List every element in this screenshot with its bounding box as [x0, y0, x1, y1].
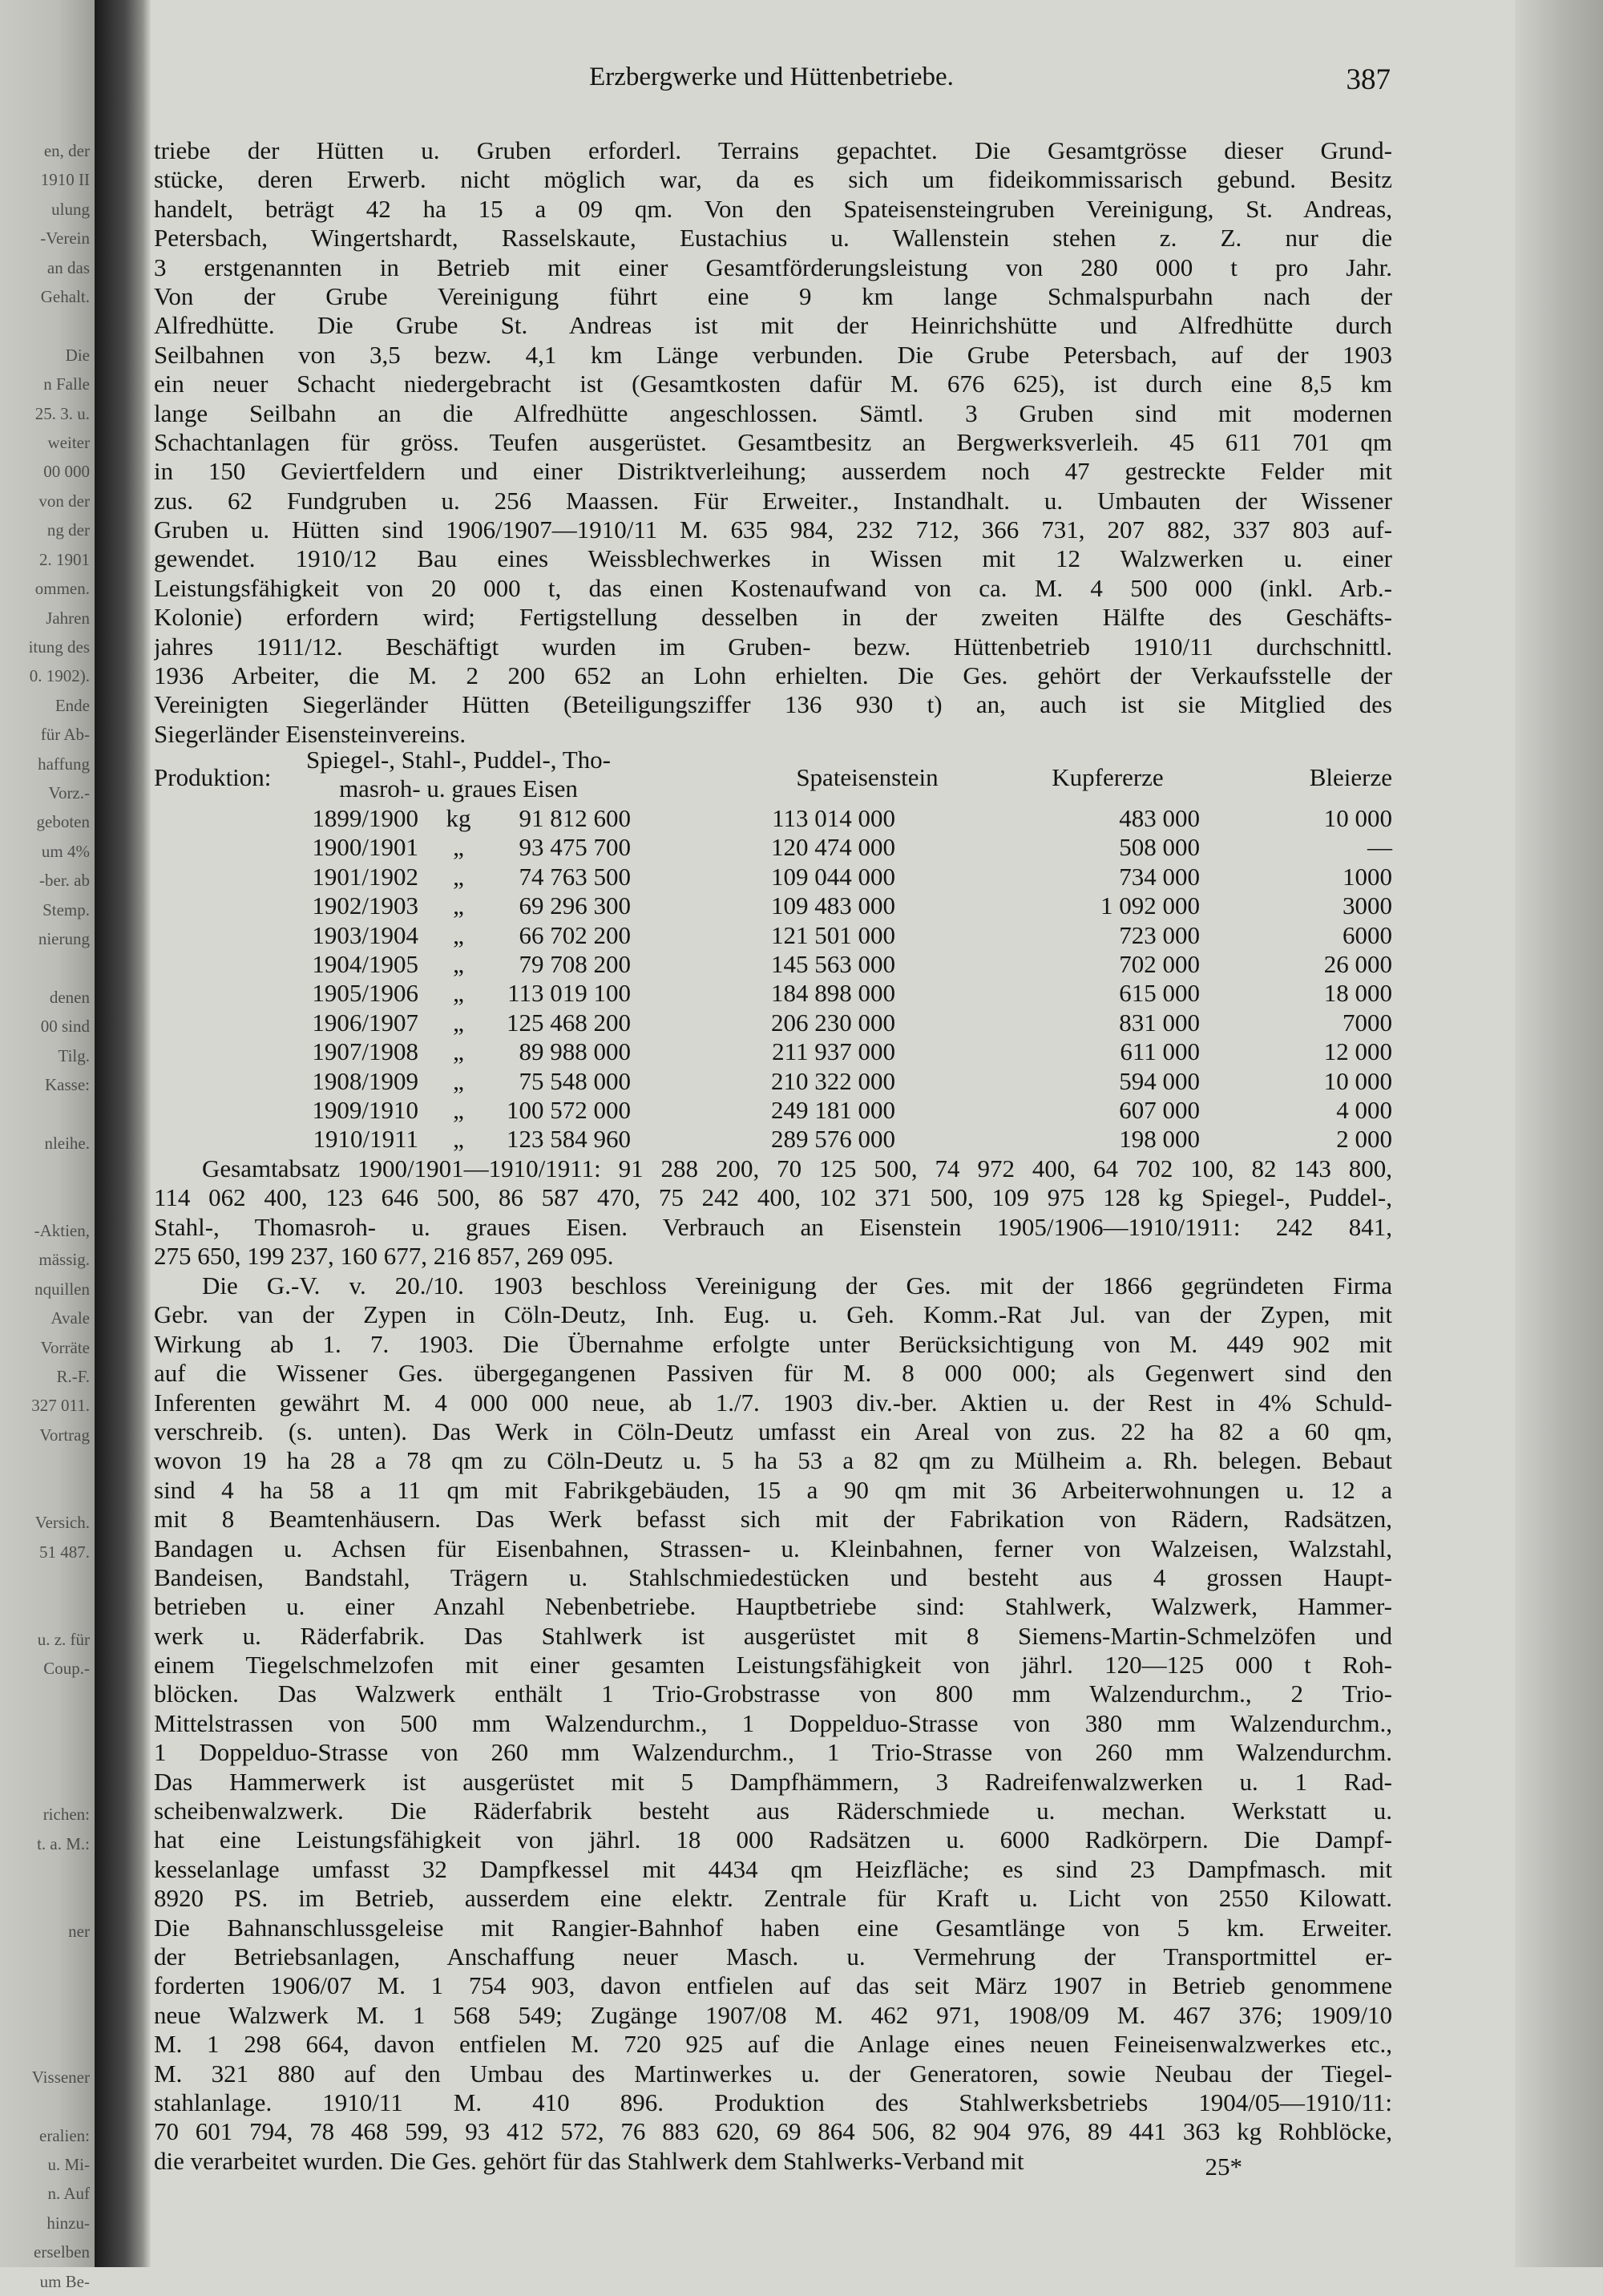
cell-kupfererze: 611 000 [1120, 1037, 1200, 1066]
cell-iron: 125 468 200 [507, 1008, 631, 1037]
text-line: Kolonie) erfordern wird; Fertigstellung desselben in der zweiten Hälfte des Geschäfts- [154, 603, 1392, 632]
margin-fragment: Vorz.- [48, 782, 90, 802]
text-line: sind 4 ha 58 a 11 qm mit Fabrikgebäuden, 15 a 90 qm mit 36 Arbeiterwohnungen u. 12 a [154, 1475, 1392, 1504]
margin-fragment [0, 1684, 90, 1712]
margin-fragment: 0. 1902). [29, 666, 90, 686]
margin-fragment [0, 1479, 90, 1508]
text-line: 275 650, 199 237, 160 677, 216 857, 269 095. [154, 1242, 614, 1271]
table-row [154, 979, 1392, 1008]
margin-fragment [0, 1595, 90, 1624]
margin-fragment: n Falle [43, 374, 90, 394]
text-line: scheibenwalzwerk. Die Räderfabrik besteht aus Räderschmiede u. mechan. Werkstatt u. [154, 1797, 1392, 1825]
column-header-kupfererze: Kupfererze [1052, 763, 1164, 791]
margin-fragment: mässig. [38, 1250, 90, 1270]
production-table-header [154, 746, 1392, 810]
margin-fragment [0, 2033, 90, 2062]
margin-fragment [0, 1771, 90, 1800]
cell-iron: 74 763 500 [519, 862, 631, 891]
margin-fragment: Tilg. [58, 1045, 90, 1065]
margin-fragment: Kasse: [45, 1075, 90, 1094]
margin-fragment: 327 011. [31, 1396, 90, 1416]
margin-fragment: an das [46, 257, 90, 277]
margin-fragment: en, der [43, 141, 90, 160]
margin-fragment: Die [65, 345, 90, 365]
margin-fragment: denen [49, 987, 90, 1007]
cell-spateisenstein: 184 898 000 [771, 979, 895, 1008]
cell-iron: 66 702 200 [519, 920, 631, 949]
margin-fragment: Stemp. [42, 899, 90, 920]
text-line: 70 601 794, 78 468 599, 93 412 572, 76 883 620, 69 864 506, 82 904 976, 89 441 363 kg Rohblöcke, [154, 2117, 1392, 2146]
margin-fragment [0, 311, 90, 340]
text-line: der Betriebsanlagen, Anschaffung neuer Masch. u. Vermehrung der Transportmittel er- [154, 1942, 1392, 1971]
table-row [154, 891, 1392, 920]
text-line: stahlanlage. 1910/11 M. 410 896. Produktion des Stahlwerksbetriebs 1904/05—1910/11: [154, 2088, 1392, 2116]
text-line: Gruben u. Hütten sind 1906/1907—1910/11 M. 635 984, 232 712, 366 731, 207 882, 337 803 auf- [154, 515, 1392, 544]
margin-fragment: -ber. ab [39, 871, 90, 891]
cell-kupfererze: 508 000 [1119, 833, 1200, 862]
margin-fragment: R.-F. [56, 1367, 90, 1387]
table-row [154, 921, 1392, 950]
cell-bleierze: 10 000 [1323, 1066, 1392, 1095]
text-line: Gesamtabsatz 1900/1901—1910/1911: 91 288 200, 70 125 500, 74 972 400, 64 702 100, 82 143 800, [202, 1154, 1392, 1182]
cell-bleierze: 18 000 [1323, 979, 1392, 1008]
margin-fragment: Vortrag [39, 1425, 90, 1445]
cell-unit: kg [446, 804, 471, 832]
margin-fragment [0, 2092, 90, 2120]
margin-fragment: Vorräte [40, 1337, 90, 1357]
margin-fragment: ulung [51, 199, 90, 219]
text-line: Inferenten gewährt M. 4 000 000 neue, ab 1./7. 1903 div.-ber. Aktien u. der Rest in 4% Schuld- [154, 1388, 1392, 1417]
table-row [154, 833, 1392, 862]
production-label: Produktion: [154, 763, 272, 791]
text-line: 8920 PS. im Betrieb, ausserdem eine elektr. Zentrale für Kraft u. Licht von 2550 Kilowatt. [154, 1884, 1392, 1913]
text-line: M. 1 298 664, davon entfielen M. 720 925 auf die Anlage eines neuen Feineisenwalzwerkes etc., [154, 2030, 1392, 2059]
margin-fragment: ner [68, 1921, 90, 1941]
margin-fragment: eralien: [39, 2125, 90, 2145]
cell-unit: „ [453, 949, 464, 978]
text-line: forderten 1906/07 M. 1 754 903, davon entfielen auf das seit März 1907 in Betrieb genommene [154, 1971, 1392, 2000]
margin-fragment: Ende [55, 695, 90, 715]
margin-fragment: von der [38, 491, 90, 511]
margin-fragment: t. a. M.: [37, 1833, 90, 1853]
running-head [152, 63, 1391, 111]
margin-fragment: 00 000 [43, 462, 90, 482]
column-header-iron-line2: masroh- u. graues Eisen [339, 774, 578, 802]
cell-bleierze: 2 000 [1336, 1125, 1392, 1154]
margin-fragment [0, 1858, 90, 1887]
cell-kupfererze: 734 000 [1119, 862, 1200, 891]
cell-kupfererze: 1 092 000 [1100, 891, 1200, 920]
cell-unit: „ [453, 1008, 464, 1037]
table-row [154, 863, 1392, 891]
margin-fragment: nquillen [34, 1279, 90, 1299]
cell-unit: „ [453, 1095, 464, 1124]
text-line: lange Seilbahn an die Alfredhütte angeschlossen. Sämtl. 3 Gruben sind mit modernen [154, 398, 1392, 427]
margin-fragment [0, 1887, 90, 1916]
cell-unit: „ [453, 1125, 464, 1154]
margin-fragment: hinzu- [46, 2213, 90, 2233]
table-row [154, 1125, 1392, 1154]
cell-kupfererze: 607 000 [1119, 1095, 1200, 1124]
margin-fragment [0, 1449, 90, 1478]
cell-bleierze: 10 000 [1323, 804, 1392, 832]
text-line: M. 321 880 auf den Umbau des Martinwerkes u. der Generatoren, sowie Neubau der Tiegel- [154, 2059, 1392, 2088]
paragraph-sales-totals [154, 1154, 1392, 1271]
adjacent-page-margin-text [0, 136, 90, 2296]
text-line: Das Hammerwerk ist ausgerüstet mit 5 Dampfhämmern, 3 Radreifenwalzwerken u. 1 Rad- [154, 1767, 1392, 1796]
cell-iron: 100 572 000 [507, 1095, 631, 1124]
cell-year: 1901/1902 [312, 862, 418, 891]
margin-fragment: 25. 3. u. [34, 403, 90, 423]
margin-fragment: -Aktien, [34, 1221, 90, 1241]
margin-fragment: nleihe. [44, 1133, 90, 1153]
text-line: betrieben u. einer Anzahl Nebenbetriebe. Hauptbetriebe sind: Stahlwerk, Walzwerk, Hammer- [154, 1592, 1392, 1621]
cell-kupfererze: 594 000 [1119, 1066, 1200, 1095]
text-line: 1 Doppelduo-Strasse von 260 mm Walzendurchm., 1 Trio-Strasse von 260 mm Walzendurchm. [154, 1738, 1392, 1767]
cell-unit: „ [453, 1037, 464, 1066]
right-page-edge [1515, 0, 1603, 2267]
margin-fragment: haffung [38, 754, 90, 774]
margin-fragment: geboten [36, 812, 90, 832]
margin-fragment: itung des [28, 637, 90, 657]
text-line: Gebr. van der Zypen in Cöln-Deutz, Inh. Eug. u. Geh. Komm.-Rat Jul. van der Zypen, mit [154, 1300, 1392, 1329]
column-header-spateisenstein: Spateisenstein [796, 763, 939, 791]
cell-spateisenstein: 109 483 000 [771, 891, 895, 920]
text-line: Von der Grube Vereinigung führt eine 9 km lange Schmalspurbahn nach der [154, 281, 1392, 310]
cell-spateisenstein: 113 014 000 [772, 804, 895, 832]
cell-year: 1908/1909 [312, 1066, 418, 1095]
cell-spateisenstein: 211 937 000 [772, 1037, 895, 1066]
margin-fragment [0, 1741, 90, 1770]
production-table [154, 804, 1392, 1154]
margin-fragment: ng der [46, 520, 90, 540]
cell-kupfererze: 702 000 [1119, 949, 1200, 978]
margin-fragment: Versich. [34, 1513, 90, 1533]
cell-year: 1899/1900 [312, 804, 418, 832]
text-line: hat eine Leistungsfähigkeit von jährl. 18 000 Radsätzen u. 6000 Radkörpern. Die Dampf- [154, 1825, 1392, 1854]
margin-fragment: u. Mi- [47, 2155, 90, 2175]
table-row [154, 804, 1392, 833]
margin-fragment: Jahren [46, 608, 90, 628]
margin-fragment: erselben [34, 2242, 90, 2262]
margin-fragment: -Verein [40, 228, 90, 249]
cell-spateisenstein: 120 474 000 [771, 833, 895, 862]
cell-year: 1909/1910 [312, 1095, 418, 1124]
margin-fragment: um Be- [39, 2271, 90, 2291]
cell-year: 1900/1901 [312, 833, 418, 862]
margin-fragment [0, 1566, 90, 1595]
cell-unit: „ [453, 862, 464, 891]
text-line: Die G.-V. v. 20./10. 1903 beschloss Vereinigung der Ges. mit der 1866 gegründeten Firma [202, 1271, 1392, 1300]
text-line: einem Tiegelschmelzofen mit einer gesamten Leistungsfähigkeit von jährl. 120—125 000 t Roh- [154, 1651, 1392, 1680]
text-line: Wirkung ab 1. 7. 1903. Die Übernahme erfolgte unter Berücksichtigung von M. 449 902 mit [154, 1329, 1392, 1358]
table-row [154, 1037, 1392, 1066]
margin-fragment [0, 1712, 90, 1741]
margin-fragment: für Ab- [40, 725, 90, 745]
margin-fragment: ommen. [34, 579, 90, 599]
adjacent-page-strip [0, 0, 96, 2291]
cell-year: 1902/1903 [312, 891, 418, 920]
table-row [154, 1067, 1392, 1096]
cell-iron: 91 812 600 [519, 804, 631, 832]
cell-unit: „ [453, 1066, 464, 1095]
text-line: 1936 Arbeiter, die M. 2 200 652 an Lohn erhielten. Die Ges. gehört der Verkaufsstelle der [154, 661, 1392, 690]
cell-kupfererze: 615 000 [1119, 979, 1200, 1008]
margin-fragment: 00 sind [40, 1017, 90, 1037]
cell-spateisenstein: 109 044 000 [771, 862, 895, 891]
cell-unit: „ [453, 979, 464, 1008]
cell-year: 1910/1911 [313, 1125, 418, 1154]
text-line: die verarbeitet wurden. Die Ges. gehört für das Stahlwerk dem Stahlwerks-Verband mit [154, 2146, 1024, 2175]
margin-fragment [0, 1946, 90, 1975]
margin-fragment: 51 487. [39, 1542, 90, 1562]
cell-spateisenstein: 145 563 000 [771, 949, 895, 978]
cell-unit: „ [453, 920, 464, 949]
cell-kupfererze: 831 000 [1119, 1008, 1200, 1037]
text-line: stücke, deren Erwerb. nicht möglich war, da es sich um fideikommissarisch gebund. Besitz [154, 165, 1392, 194]
margin-fragment: Coup.- [43, 1659, 90, 1679]
cell-bleierze: 3000 [1343, 891, 1392, 920]
margin-fragment: n. Auf [47, 2184, 90, 2204]
cell-iron: 93 475 700 [519, 833, 631, 862]
text-line: Siegerländer Eisensteinvereins. [154, 719, 466, 748]
margin-fragment: weiter [47, 433, 90, 453]
cell-spateisenstein: 121 501 000 [771, 920, 895, 949]
column-header-iron [258, 746, 659, 803]
text-line: ein neuer Schacht niedergebracht ist (Gesamtkosten dafür M. 676 625), ist durch eine 8,5 km [154, 370, 1392, 398]
cell-spateisenstein: 206 230 000 [771, 1008, 895, 1037]
text-line: 114 062 400, 123 646 500, 86 587 470, 75 242 400, 102 371 500, 109 975 128 kg Spiegel-, Puddel-, [154, 1183, 1392, 1212]
text-line: Stahl-, Thomasroh- u. graues Eisen. Verbrauch an Eisenstein 1905/1906—1910/1911: 242 841, [154, 1212, 1392, 1241]
cell-spateisenstein: 210 322 000 [771, 1066, 895, 1095]
text-line: Alfredhütte. Die Grube St. Andreas ist mit der Heinrichshütte und Alfredhütte durch [154, 311, 1392, 340]
cell-bleierze: 7000 [1343, 1008, 1392, 1037]
cell-iron: 113 019 100 [507, 979, 631, 1008]
cell-kupfererze: 483 000 [1119, 804, 1200, 832]
cell-spateisenstein: 249 181 000 [771, 1095, 895, 1124]
cell-unit: „ [453, 833, 464, 862]
cell-bleierze: 1000 [1343, 862, 1392, 891]
cell-spateisenstein: 289 576 000 [771, 1125, 895, 1154]
text-line: auf die Wissener Ges. übergegangenen Passiven für M. 8 000 000; als Gegenwert sind den [154, 1359, 1392, 1388]
text-line: Bandeisen, Bandstahl, Trägern u. Stahlschmiedestücken und besteht aus 4 grossen Haupt- [154, 1562, 1392, 1591]
running-head-title: Erzbergwerke und Hüttenbetriebe. [589, 63, 954, 91]
cell-iron: 123 584 960 [507, 1125, 631, 1154]
margin-fragment [0, 1975, 90, 2004]
cell-bleierze: 4 000 [1336, 1095, 1392, 1124]
paragraph-company-properties [154, 136, 1392, 749]
margin-fragment [0, 953, 90, 982]
margin-fragment [0, 1099, 90, 1128]
text-line: Mittelstrassen von 500 mm Walzendurchm., 1 Doppelduo-Strasse von 380 mm Walzendurchm., [154, 1708, 1392, 1737]
text-line: 3 erstgenannten in Betrieb mit einer Gesamtförderungsleistung von 280 000 t pro Jahr. [154, 253, 1392, 281]
text-line: triebe der Hütten u. Gruben erforderl. Terrains gepachtet. Die Gesamtgrösse dieser Grund- [154, 136, 1392, 164]
cell-year: 1903/1904 [312, 920, 418, 949]
margin-fragment [0, 1158, 90, 1186]
table-row [154, 1096, 1392, 1125]
margin-fragment [0, 2004, 90, 2033]
cell-bleierze: — [1367, 833, 1392, 862]
text-line: neue Walzwerk M. 1 568 549; Zugänge 1907/08 M. 462 971, 1908/09 M. 467 376; 1909/10 [154, 2000, 1392, 2029]
text-line: Petersbach, Wingertshardt, Rasselskaute, Eustachius u. Wallenstein stehen z. Z. nur die [154, 224, 1392, 253]
column-header-bleierze: Bleierze [1309, 763, 1392, 791]
margin-fragment: um 4% [41, 841, 90, 861]
cell-kupfererze: 723 000 [1119, 920, 1200, 949]
text-line: Seilbahnen von 3,5 bezw. 4,1 km Länge verbunden. Die Grube Petersbach, auf der 1903 [154, 340, 1392, 369]
margin-fragment: nierung [38, 928, 90, 948]
table-row [154, 1009, 1392, 1037]
cell-bleierze: 12 000 [1323, 1037, 1392, 1066]
book-fold-shadow [95, 0, 151, 2267]
page-number: 387 [1346, 63, 1391, 96]
cell-bleierze: 26 000 [1323, 949, 1392, 978]
cell-iron: 69 296 300 [519, 891, 631, 920]
margin-fragment: u. z. für [37, 1629, 90, 1649]
text-line: gewendet. 1910/12 Bau eines Weissblechwerkes in Wissen mit 12 Walzwerken u. einer [154, 544, 1392, 573]
text-line: Bandagen u. Achsen für Eisenbahnen, Strassen- u. Kleinbahnen, ferner von Walzeisen, Walzstahl, [154, 1534, 1392, 1562]
text-line: Leistungsfähigkeit von 20 000 t, das einen Kostenaufwand von ca. M. 4 500 000 (inkl. Arb.- [154, 573, 1392, 602]
margin-fragment [0, 1187, 90, 1216]
cell-unit: „ [453, 891, 464, 920]
paragraph-merger-van-der-zypen [154, 1271, 1392, 2176]
text-line: Schachtanlagen für gröss. Teufen ausgerüstet. Gesamtbesitz an Bergwerksverleih. 45 611 701 qm [154, 427, 1392, 456]
text-line: zus. 62 Fundgruben u. 256 Maassen. Für Erweiter., Instandhalt. u. Umbauten der Wissener [154, 486, 1392, 515]
signature-mark: 25* [1205, 2152, 1242, 2181]
margin-fragment: 1910 II [40, 170, 90, 190]
cell-iron: 79 708 200 [519, 949, 631, 978]
cell-kupfererze: 198 000 [1119, 1125, 1200, 1154]
cell-year: 1904/1905 [312, 949, 418, 978]
text-line: kesselanlage umfasst 32 Dampfkessel mit 4434 qm Heizfläche; es sind 23 Dampfmasch. mit [154, 1854, 1392, 1883]
text-line: wovon 19 ha 28 a 78 qm zu Cöln-Deutz u. 5 ha 53 a 82 qm zu Mülheim a. Rh. belegen. Bebaut [154, 1446, 1392, 1475]
text-line: Die Bahnanschlussgeleise mit Rangier-Bahnhof haben eine Gesamtlänge von 5 km. Erweiter. [154, 1913, 1392, 1942]
cell-year: 1905/1906 [312, 979, 418, 1008]
margin-fragment: 2. 1901 [39, 549, 90, 569]
margin-fragment: richen: [42, 1805, 90, 1825]
margin-fragment: Avale [50, 1308, 90, 1328]
text-line: werk u. Räderfabrik. Das Stahlwerk ist ausgerüstet mit 8 Siemens-Martin-Schmelzöfen und [154, 1621, 1392, 1650]
cell-bleierze: 6000 [1343, 920, 1392, 949]
cell-year: 1906/1907 [312, 1008, 418, 1037]
text-line: jahres 1911/12. Beschäftigt wurden im Gruben- bezw. Hüttenbetrieb 1910/11 durchschnittl. [154, 632, 1392, 661]
text-line: Vereinigten Siegerländer Hütten (Beteiligungsziffer 136 930 t) an, auch ist sie Mitglied des [154, 690, 1392, 719]
cell-year: 1907/1908 [312, 1037, 418, 1066]
text-line: handelt, beträgt 42 ha 15 a 09 qm. Von den Spateisensteingruben Vereinigung, St. Andreas, [154, 194, 1392, 223]
margin-fragment: Vissener [31, 2067, 90, 2087]
column-header-iron-line1: Spiegel-, Stahl-, Puddel-, Tho- [306, 746, 611, 774]
text-line: blöcken. Das Walzwerk enthält 1 Trio-Grobstrasse von 800 mm Walzendurchm., 2 Trio- [154, 1680, 1392, 1708]
cell-iron: 89 988 000 [519, 1037, 631, 1066]
text-line: in 150 Geviertfeldern und einer Distriktverleihung; ausserdem noch 47 gestreckte Felder mit [154, 457, 1392, 486]
text-line: mit 8 Beamtenhäusern. Das Werk befasst sich mit der Fabrikation von Rädern, Radsätzen, [154, 1505, 1392, 1534]
table-row [154, 950, 1392, 979]
margin-fragment: Gehalt. [40, 287, 90, 307]
cell-iron: 75 548 000 [519, 1066, 631, 1095]
text-line: verschreib. (s. unten). Das Werk in Cöln-Deutz umfasst ein Areal von zus. 22 ha 82 a 60 qm, [154, 1417, 1392, 1445]
